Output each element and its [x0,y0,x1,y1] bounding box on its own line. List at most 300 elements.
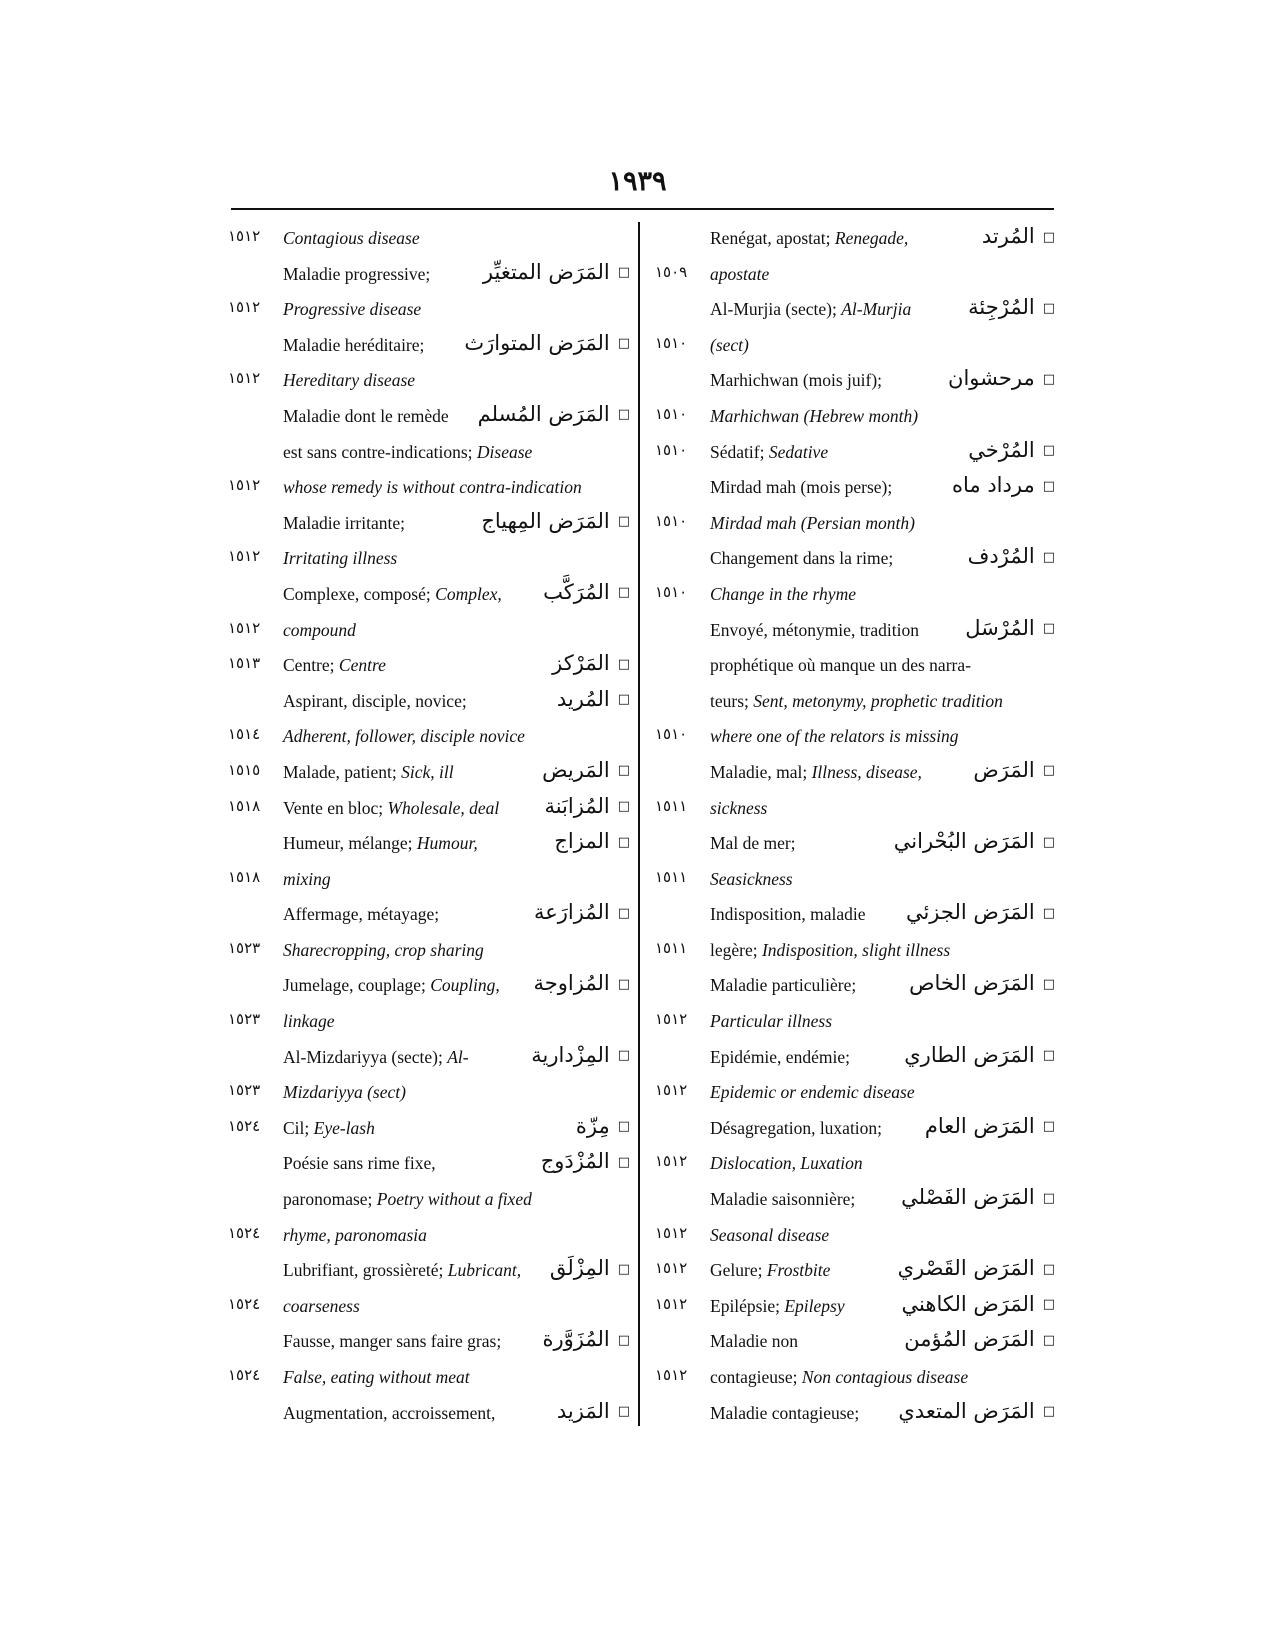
french-gloss: Indisposition, maladie [710,904,866,925]
entry-line [655,1256,1055,1292]
english-gloss: Wholesale, deal [387,797,500,818]
entry-bullet-icon: □ [617,265,630,281]
entry-bullet-icon: □ [617,1154,630,1170]
entry-text [710,620,919,641]
entry-line [655,1221,1055,1257]
arabic-headword [552,651,630,675]
entry-line [655,829,1055,865]
french-gloss: Maladie saisonnière; [710,1189,856,1210]
entry-bullet-icon: □ [617,407,630,423]
arabic-headword [902,1292,1055,1316]
french-gloss: Mirdad mah (mois perse); [710,477,893,498]
arabic-headword [973,758,1055,782]
entry-text [710,726,959,747]
english-gloss: Al- [447,1046,469,1067]
entry-line [228,509,630,545]
english-gloss: coarseness [283,1295,360,1316]
entry-bullet-icon: □ [1042,1404,1055,1420]
arabic-headword [982,224,1055,248]
arabic-term: المَرَض المُؤمن [904,1327,1035,1352]
english-gloss: Marhichwan (Hebrew month) [710,405,919,426]
english-gloss: Frostbite [766,1260,831,1281]
arabic-headword [481,509,630,533]
entry-text [710,1082,915,1103]
entry-text [283,1153,436,1174]
french-gloss: Malade, patient; [283,761,397,782]
entry-text [283,1047,469,1068]
french-gloss: Marhichwan (mois juif); [710,370,883,391]
english-gloss: Dislocation, Luxation [710,1153,863,1174]
arabic-term: المَرَض المُسلم [477,401,610,426]
entry-text [283,548,397,569]
entry-page-number: ١٥١٢ [228,547,261,566]
arabic-term: المَرَض المتوارَث [464,330,610,355]
entry-bullet-icon: □ [617,585,630,601]
entry-line [228,473,630,509]
french-gloss: Sédatif; [710,441,765,462]
french-gloss: Complexe, composé; [283,583,431,604]
left-column [228,224,630,1434]
entry-page-number: ١٥١٢ [655,1294,688,1313]
entry-text [710,1296,845,1317]
entry-line [228,1256,630,1292]
entry-line [655,687,1055,723]
entry-page-number: ١٥١٨ [228,867,261,886]
entry-text [283,264,430,285]
arabic-term: المزاج [554,829,610,854]
arabic-term: المُرتد [981,224,1035,248]
french-gloss: Maladie irritante; [283,512,405,533]
english-gloss: where one of the relators is missing [710,726,959,747]
english-gloss: Complex, [435,583,502,604]
entry-bullet-icon: □ [617,834,630,850]
entry-text [710,477,892,498]
entry-bullet-icon: □ [617,692,630,708]
french-gloss: Aspirant, disciple, novice; [283,690,467,711]
entry-bullet-icon: □ [1042,549,1055,565]
entry-text [283,406,449,427]
entry-page-number: ١٥١٢ [228,369,261,388]
entry-line [228,1114,630,1150]
arabic-headword [531,1043,630,1067]
entry-bullet-icon: □ [1042,1190,1055,1206]
english-gloss: Indisposition, slight illness [761,939,951,960]
entry-bullet-icon: □ [1042,300,1055,316]
entry-line [655,722,1055,758]
arabic-headword [925,1114,1055,1138]
entry-page-number: ١٥٢٤ [228,1116,261,1135]
arabic-term: المَرَض الطاري [904,1042,1035,1067]
entry-line [655,366,1055,402]
entry-line [228,865,630,901]
french-gloss: est sans contre-indications; [283,441,473,462]
arabic-headword [894,829,1055,853]
entry-line [228,758,630,794]
entry-line [655,438,1055,474]
entry-line [228,900,630,936]
entry-bullet-icon: □ [1042,621,1055,637]
entry-text [283,904,439,925]
entry-page-number: ١٥١٢ [228,476,261,495]
english-gloss: rhyme, paronomasia [283,1224,427,1245]
entry-text [283,975,500,996]
entry-bullet-icon: □ [1042,905,1055,921]
entry-line [655,473,1055,509]
english-gloss: Epidemic or endemic disease [710,1082,915,1103]
entry-bullet-icon: □ [1042,443,1055,459]
arabic-headword [906,900,1055,924]
entry-line [655,758,1055,794]
entry-line [655,224,1055,260]
french-gloss: Mal de mer; [710,833,796,854]
arabic-term: المَرْكز [552,651,610,676]
arabic-term: المَرَض المِهياج [481,508,610,533]
english-gloss: linkage [283,1011,335,1032]
entry-bullet-icon: □ [617,336,630,352]
french-gloss: Envoyé, métonymie, tradition [710,619,919,640]
french-gloss: Maladie, mal; [710,761,808,782]
entry-text [283,477,582,498]
arabic-term: المُزارَعة [533,900,610,925]
english-gloss: Irritating illness [283,548,398,569]
arabic-term: مِزّة [575,1113,610,1138]
entry-text [710,762,922,783]
french-gloss: prophétique où manque un des narra- [710,655,971,676]
entry-text [283,370,415,391]
entry-bullet-icon: □ [1042,1332,1055,1348]
french-gloss: Désagregation, luxation; [710,1117,883,1138]
french-gloss: Augmentation, accroissement, [283,1402,496,1423]
arabic-headword [542,1327,630,1351]
arabic-term: المَرَض الجزئي [905,900,1035,925]
arabic-term: المَرَض الفَصْلي [901,1185,1035,1210]
entry-text [710,370,882,391]
french-gloss: Centre; [283,655,335,676]
arabic-term: المَرَض القَصْري [897,1256,1035,1281]
english-gloss: Mirdad mah (Persian month) [710,512,915,533]
entry-line [228,936,630,972]
entry-page-number: ١٥٢٣ [228,938,261,957]
arabic-term: المُرْسَل [965,615,1035,640]
entry-text [710,264,769,285]
arabic-headword [948,366,1055,390]
entry-page-number: ١٥١٠ [655,440,688,459]
french-gloss: contagieuse; [710,1367,798,1387]
entry-text [710,904,866,925]
entry-bullet-icon: □ [617,976,630,992]
entry-page-number: ١٥٠٩ [655,262,688,281]
english-gloss: Lubricant, [447,1260,522,1281]
entry-line [228,829,630,865]
entry-bullet-icon: □ [617,1404,630,1420]
english-gloss: Epilepsy [784,1295,845,1316]
entry-bullet-icon: □ [1042,371,1055,387]
entry-page-number: ١٥١٨ [228,796,261,815]
entry-text [710,1011,832,1032]
entry-line [228,295,630,331]
entry-line [228,544,630,580]
english-gloss: Al-Murjia [841,299,912,320]
french-gloss: Poésie sans rime fixe, [283,1153,436,1174]
entry-text [710,798,767,819]
entry-text [283,1403,495,1424]
entry-line [228,260,630,296]
arabic-headword [534,900,630,924]
entry-page-number: ١٥١٠ [655,511,688,530]
french-gloss: Maladie contagieuse; [710,1402,860,1423]
entry-text [283,335,424,356]
arabic-term: المَرَض الكاهني [901,1291,1035,1316]
entry-bullet-icon: □ [1042,834,1055,850]
arabic-headword [554,829,630,853]
entry-line [655,544,1055,580]
entry-line [655,794,1055,830]
page-number: ١٩٣٩ [608,166,667,196]
english-gloss: sickness [710,797,768,818]
english-gloss: Centre [338,655,386,676]
english-gloss: Renegade, [834,228,909,248]
english-gloss: Change in the rhyme [710,583,856,604]
arabic-headword [898,1399,1055,1423]
french-gloss: Vente en bloc; [283,797,384,818]
entry-line [655,295,1055,331]
entry-line [228,1149,630,1185]
entry-page-number: ١٥١٢ [228,298,261,317]
entry-line [655,936,1055,972]
french-gloss: Changement dans la rime; [710,548,894,569]
arabic-term: المُريد [556,686,610,711]
french-gloss: Maladie heréditaire; [283,334,425,355]
entry-line [655,865,1055,901]
entry-page-number: ١٥١١ [655,938,688,957]
entry-bullet-icon: □ [617,905,630,921]
french-gloss: Maladie non [710,1331,798,1352]
arabic-term: المُزابَنة [544,793,610,818]
entry-bullet-icon: □ [1042,1119,1055,1135]
entry-line [655,260,1055,296]
entry-line [655,971,1055,1007]
entry-bullet-icon: □ [617,1261,630,1277]
entry-line [228,722,630,758]
entry-line [228,1221,630,1257]
entry-text [283,1118,375,1139]
french-gloss: Cil; [283,1117,310,1138]
entry-line [228,402,630,438]
arabic-headword [550,1256,630,1280]
arabic-term: المُرَكَّب [543,579,610,604]
entry-bullet-icon: □ [1042,763,1055,779]
french-gloss: Al-Murjia (secte); [710,299,837,320]
entry-text [710,442,828,463]
entry-text [283,1367,470,1388]
french-gloss: Gelure; [710,1260,763,1281]
entry-bullet-icon: □ [1042,1048,1055,1064]
entry-text [710,1153,863,1174]
entry-text [283,833,478,854]
entry-line [655,580,1055,616]
entry-line [228,1399,630,1435]
entry-bullet-icon: □ [617,514,630,530]
arabic-headword [557,687,630,711]
entry-text [283,1011,335,1032]
arabic-term: المَزيد [556,1398,610,1423]
entry-page-number: ١٥١٢ [655,1259,688,1278]
arabic-term: المَرَض [973,757,1035,782]
arabic-term: المَرَض المتعدي [898,1398,1035,1423]
entry-page-number: ١٥٢٣ [228,1010,261,1029]
entry-text [710,1367,968,1388]
entry-text [283,1082,406,1103]
arabic-term: المُزَوَّرة [542,1327,610,1352]
entry-text [710,691,1003,712]
english-gloss: whose remedy is without contra-indication [283,477,582,498]
entry-line [228,366,630,402]
entry-page-number: ١٥١٠ [655,725,688,744]
french-gloss: Maladie particulière; [710,975,857,996]
english-gloss: Progressive disease [283,299,422,320]
entry-text [710,1260,830,1281]
entry-line [655,1363,1055,1399]
entry-page-number: ١٥١٢ [228,227,261,245]
entry-line [228,1327,630,1363]
entry-text [710,833,796,854]
entry-line [228,1007,630,1043]
arabic-headword [483,260,630,284]
entry-text [283,940,484,961]
entry-line [228,794,630,830]
entry-text [283,513,405,534]
french-gloss: paronomase; [283,1189,373,1210]
entry-text [283,655,386,676]
entry-bullet-icon: □ [1042,229,1055,245]
entry-bullet-icon: □ [1042,478,1055,494]
arabic-headword [464,331,630,355]
entry-line [655,616,1055,652]
entry-page-number: ١٥١٢ [655,1223,688,1242]
entry-line [655,331,1055,367]
english-gloss: Adherent, follower, disciple novice [283,726,525,747]
english-gloss: Non contagious disease [801,1367,969,1387]
english-gloss: apostate [710,263,770,284]
french-gloss: teurs; [710,690,749,711]
arabic-headword [544,794,630,818]
arabic-term: المِزْدارية [531,1042,610,1067]
entry-bullet-icon: □ [617,799,630,814]
entry-line [655,509,1055,545]
arabic-headword [898,1256,1055,1280]
column-divider [638,222,640,1426]
arabic-headword [965,616,1055,640]
entry-line [655,1185,1055,1221]
entry-line [655,1007,1055,1043]
arabic-headword [534,971,630,995]
arabic-headword [909,971,1055,995]
arabic-term: المَرَض المتغيِّر [482,259,610,284]
entry-text [710,584,856,605]
arabic-term: المَرَض البُحْراني [893,829,1035,854]
arabic-headword [478,402,630,426]
entry-page-number: ١٥١٢ [655,1010,688,1029]
entry-line [655,1078,1055,1114]
english-gloss: Eye-lash [313,1117,375,1138]
entry-line [655,651,1055,687]
entry-text [710,1403,859,1424]
arabic-headword [968,544,1055,568]
french-gloss: Epilépsie; [710,1295,780,1316]
entry-bullet-icon: □ [617,1332,630,1348]
entry-text [710,1331,798,1352]
english-gloss: Mizdariyya (sect) [283,1082,406,1103]
entry-text [283,691,467,712]
arabic-headword [557,1399,630,1423]
entry-bullet-icon: □ [1042,1297,1055,1313]
right-column [655,224,1055,1434]
english-gloss: compound [283,619,356,640]
entry-line [655,1399,1055,1435]
english-gloss: Seasickness [710,868,793,889]
arabic-term: المُزْدَوج [540,1149,610,1174]
english-gloss: Particular illness [710,1011,833,1032]
entry-page-number: ١٥٢٣ [228,1081,261,1100]
english-gloss: Coupling, [430,975,500,996]
french-gloss: Humeur, mélange; [283,833,413,854]
entry-line [655,1327,1055,1363]
arabic-term: المُرْخي [968,437,1035,462]
entry-page-number: ١٥١٢ [655,1152,688,1171]
arabic-headword [968,295,1055,319]
entry-page-number: ١٥٢٤ [228,1294,261,1313]
arabic-term: المُزاوجة [533,971,610,996]
entry-bullet-icon: □ [617,656,630,672]
entry-page-number: ١٥١٠ [655,333,688,352]
arabic-headword [543,580,630,604]
entry-text [283,762,454,783]
entry-text [710,548,893,569]
entry-text [710,1118,882,1139]
french-gloss: Fausse, manger sans faire gras; [283,1331,502,1352]
arabic-term: المُرْدف [967,544,1035,569]
entry-text [710,655,971,676]
entry-page-number: ١٥١٥ [228,760,261,779]
entry-page-number: ١٥١٢ [655,1081,688,1100]
french-gloss: Maladie dont le remède [283,405,449,426]
entry-text [283,1331,501,1352]
english-gloss: Sharecropping, crop sharing [283,939,484,960]
arabic-term: المُرْجِئة [968,295,1035,320]
french-gloss: Renégat, apostat; [710,228,831,248]
entry-text [283,620,356,641]
entry-line [655,1043,1055,1079]
arabic-term: مرداد ماه [952,473,1035,498]
entry-text [283,228,420,249]
entry-text [283,869,331,890]
english-gloss: (sect) [710,334,749,355]
arabic-term: المَريض [542,757,610,782]
english-gloss: Contagious disease [283,228,420,248]
entry-page-number: ١٥١١ [655,796,688,815]
arabic-headword [901,1185,1055,1209]
header-rule [231,208,1054,210]
entry-page-number: ١٥١٢ [655,1366,688,1384]
french-gloss: legère; [710,939,758,960]
entry-line [228,1043,630,1079]
entry-line [655,900,1055,936]
french-gloss: Al-Mizdariyya (secte); [283,1046,443,1067]
entry-text [710,299,911,320]
entry-line [228,651,630,687]
entry-page-number: ١٥١١ [655,867,688,886]
entry-text [283,442,532,463]
